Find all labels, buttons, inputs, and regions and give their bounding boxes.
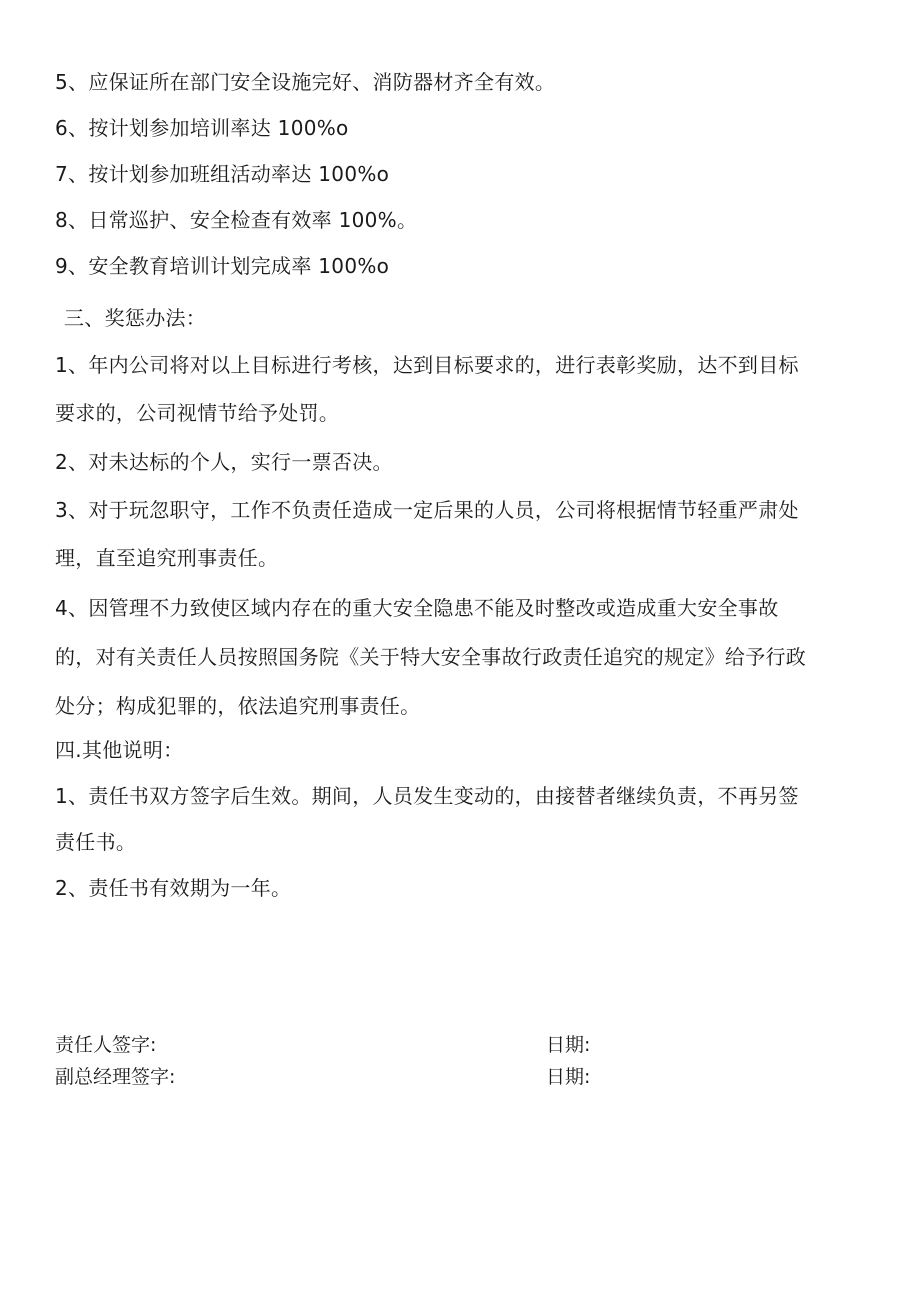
target-item-6: 6、按计划参加培训率达 100%o — [55, 116, 349, 140]
section-4-line: 1、责任书双方签字后生效。期间，人员发生变动的，由接替者继续负责，不再另签 — [55, 784, 799, 808]
section-3-line: 4、因管理不力致使区域内存在的重大安全隐患不能及时整改或造成重大安全事故 — [55, 596, 779, 620]
section-3-line: 要求的，公司视情节给予处罚。 — [55, 401, 340, 425]
section-4-heading: 四.其他说明： — [55, 738, 184, 762]
deputy-signature-label: 副总经理签字: — [55, 1066, 176, 1088]
responsible-signature-label: 责任人签字: — [55, 1034, 157, 1056]
target-item-8: 8、日常巡护、安全检查有效率 100%。 — [55, 208, 418, 232]
target-item-5: 5、应保证所在部门安全设施完好、消防器材齐全有效。 — [55, 70, 556, 94]
section-3-line: 2、对未达标的个人，实行一票否决。 — [55, 450, 393, 474]
section-4-line: 责任书。 — [55, 830, 137, 854]
section-3-line: 3、对于玩忽职守，工作不负责任造成一定后果的人员，公司将根据情节轻重严肃处 — [55, 498, 799, 522]
section-4-line: 2、责任书有效期为一年。 — [55, 876, 292, 900]
section-3-line: 的，对有关责任人员按照国务院《关于特大安全事故行政责任追究的规定》给予行政 — [55, 645, 807, 669]
deputy-date-label: 日期: — [546, 1066, 591, 1088]
section-3-line: 1、年内公司将对以上目标进行考核，达到目标要求的，进行表彰奖励，达不到目标 — [55, 353, 799, 377]
target-item-7: 7、按计划参加班组活动率达 100%o — [55, 162, 390, 186]
target-item-9: 9、安全教育培训计划完成率 100%o — [55, 254, 390, 278]
section-3-heading: 三、奖惩办法： — [64, 306, 207, 330]
section-3-line: 理，直至追究刑事责任。 — [55, 546, 279, 570]
section-3-line: 处分；构成犯罪的，依法追究刑事责任。 — [55, 694, 421, 718]
responsible-date-label: 日期: — [546, 1034, 591, 1056]
